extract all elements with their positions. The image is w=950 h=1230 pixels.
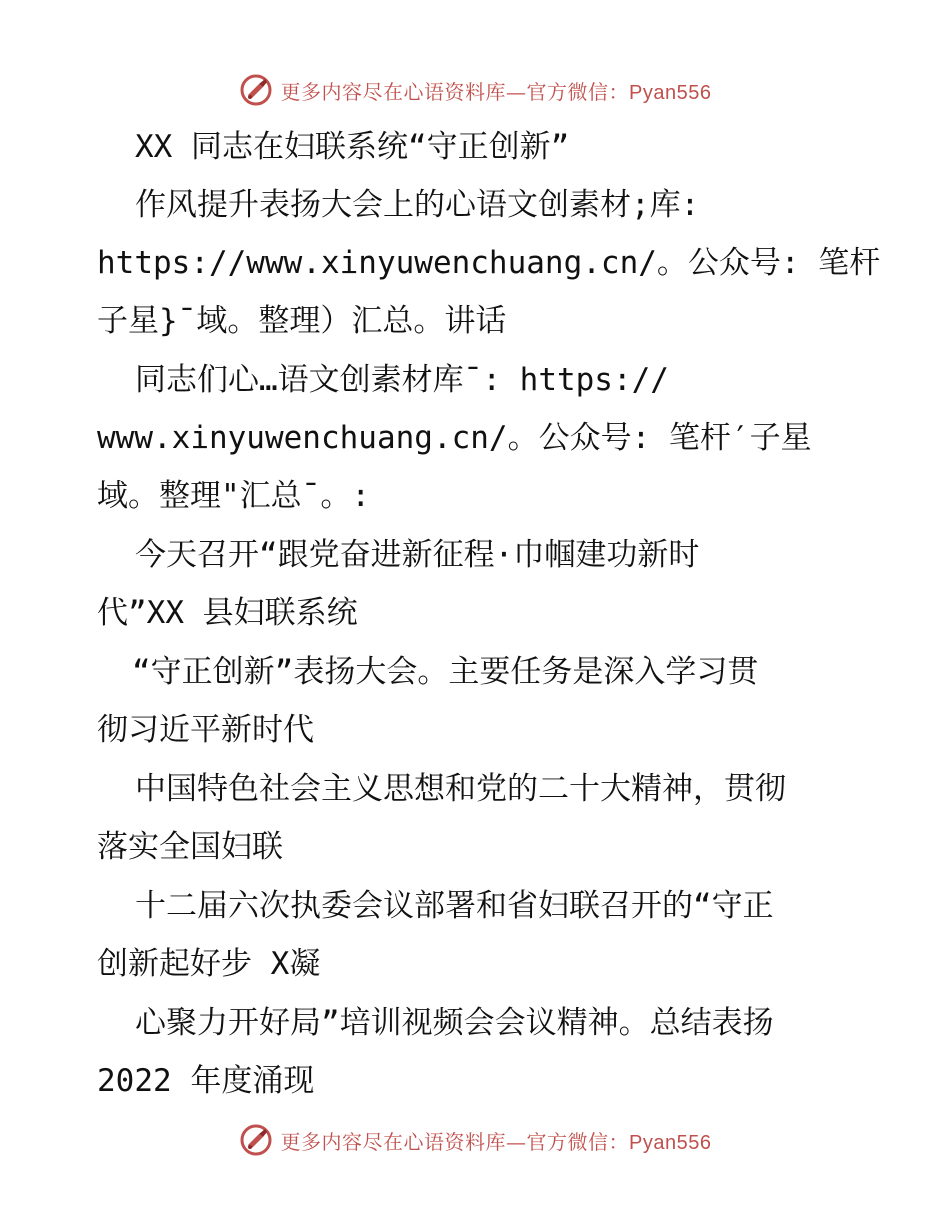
body-line: “守正创新”表扬大会。主要任务是深入学习贯 bbox=[132, 654, 759, 690]
body-line: 心聚力开好局”培训视频会会议精神。总结表扬 bbox=[135, 1005, 774, 1041]
body-line: 今天召开“跟党奋进新征程·巾帼建功新时 bbox=[135, 537, 700, 573]
footer-banner-text: 更多内容尽在心语资料库—官方微信：Pyan556 bbox=[280, 1129, 712, 1154]
body-line: 彻习近平新时代 bbox=[97, 712, 314, 748]
body-line: https://www.xinyuwenchuang.cn/。公众号: 笔杆 bbox=[97, 245, 881, 281]
body-line: 中国特色社会主义思想和党的二十大精神，贯彻 bbox=[135, 771, 786, 807]
body-line: www.xinyuwenchuang.cn/。公众号: 笔杆′子星 bbox=[97, 420, 812, 456]
body-line: 域。整理"汇总¯。: bbox=[97, 478, 370, 514]
header-banner-text: 更多内容尽在心语资料库—官方微信：Pyan556 bbox=[280, 79, 712, 104]
body-line: 落实全国妇联 bbox=[97, 829, 283, 865]
body-line: 十二届六次执委会议部署和省妇联召开的“守正 bbox=[135, 888, 774, 924]
body-line: 子星}¯域。整理）汇总。讲话 bbox=[97, 303, 507, 339]
footer-banner bbox=[0, 1120, 950, 1160]
brand-logo-icon bbox=[239, 1123, 273, 1157]
body-line: 2022 年度涌现 bbox=[97, 1063, 315, 1099]
body-line: XX 同志在妇联系统“守正创新” bbox=[135, 129, 570, 165]
body-line: 创新起好步 X凝 bbox=[97, 946, 321, 982]
body-line: 作风提升表扬大会上的心语文创素材;库: bbox=[135, 187, 700, 223]
body-line: 代”XX 县妇联系统 bbox=[97, 595, 358, 631]
body-line: 同志们心…语文创素材库¯: https:// bbox=[135, 362, 669, 398]
